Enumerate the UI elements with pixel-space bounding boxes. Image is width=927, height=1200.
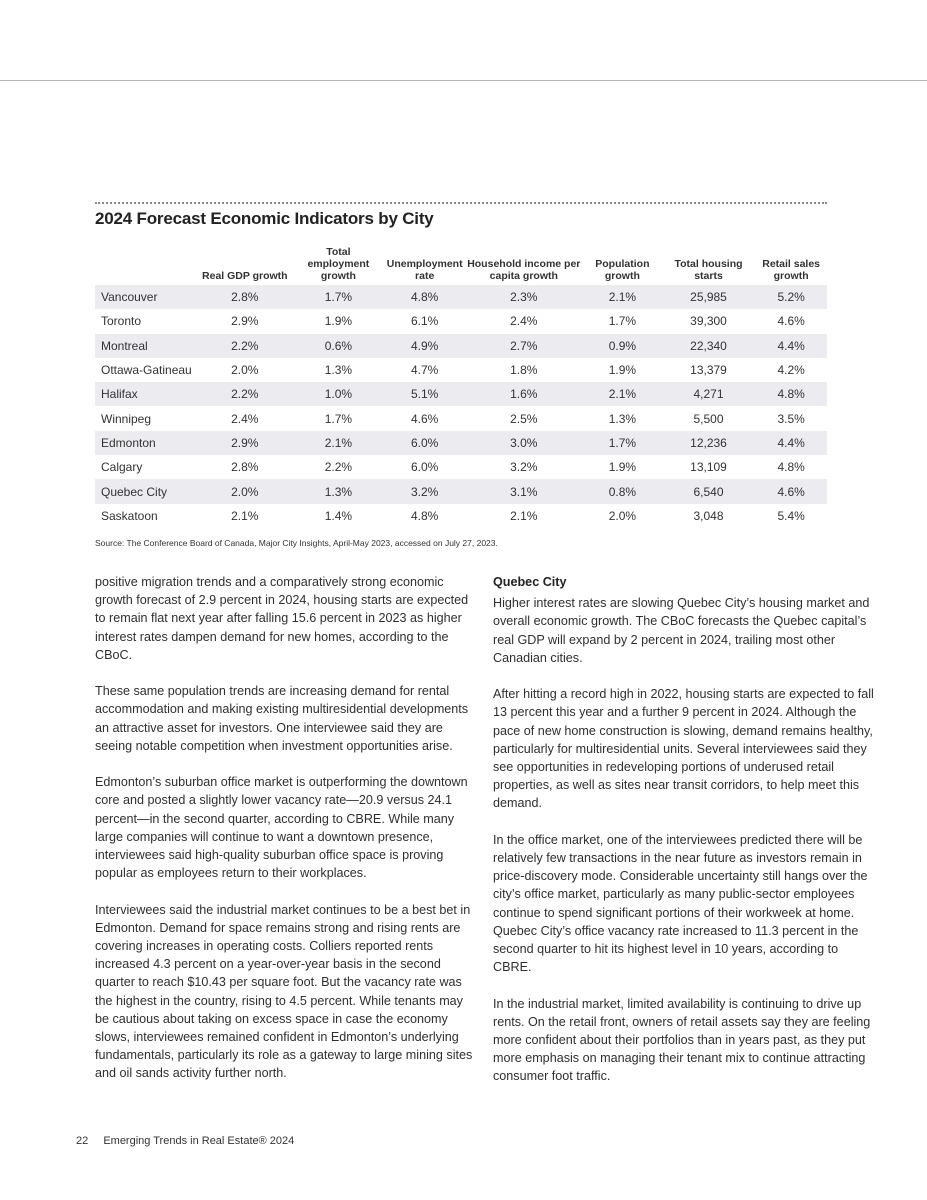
body-paragraph: These same population trends are increasing demand for rental accommodation and making existing multiresidential developments an attractive asset for investors. One interviewee said they are seeing notable competition when investment opportunities arise. [95, 684, 469, 753]
value-cell: 5.1% [385, 382, 465, 406]
header-cell: Retail sales growth [762, 258, 821, 282]
value-cell: 39,300 [690, 314, 727, 329]
city-cell: Vancouver [95, 285, 198, 309]
header-rule [0, 80, 927, 81]
value-cell: 2.8% [231, 460, 259, 475]
value-cell: 1.9% [608, 363, 637, 378]
value-cell: 25,985 [662, 285, 756, 309]
value-cell: 2.0% [231, 363, 259, 378]
value-cell: 1.8% [510, 363, 538, 378]
body-paragraph: Higher interest rates are slowing Quebec City’s housing market and overall economic growth. The CBoC forecasts the Quebec capital’s real GDP will expand by 2 percent in 2024, trailing most other Canadian cities. [493, 596, 870, 665]
value-cell: 5,500 [693, 411, 724, 426]
value-cell: 3,048 [693, 508, 724, 523]
value-cell: 2.1% [583, 382, 662, 406]
value-cell: 2.1% [292, 431, 385, 455]
header-cell: Unemployment rate [386, 258, 463, 282]
value-cell: 4.9% [385, 334, 465, 358]
body-paragraph: In the industrial market, limited availability is continuing to drive up rents. On the retail front, owners of retail assets say they are feeling more confident about their portfolios than in years past, as they put more emphasis on managing their tenant mix to continue attracting consumer foot traffic. [493, 996, 871, 1084]
table-row [95, 285, 827, 309]
header-cell [95, 244, 198, 285]
table-row [95, 431, 827, 455]
header-cell: Total employment growth [307, 246, 370, 282]
value-cell: 2.2% [198, 382, 292, 406]
value-cell: 4.8% [777, 460, 805, 475]
header-cell: Total housing starts [674, 258, 743, 282]
table-title: 2024 Forecast Economic Indicators by City [95, 209, 434, 228]
header-cell: Population growth [595, 258, 650, 282]
table-row [95, 479, 827, 503]
table-row [95, 309, 827, 333]
value-cell: 4.6% [777, 314, 805, 329]
value-cell: 13,379 [690, 363, 727, 378]
value-cell: 2.9% [231, 314, 259, 329]
value-cell: 1.7% [292, 285, 385, 309]
value-cell: 6.0% [385, 431, 465, 455]
value-cell: 2.2% [198, 334, 292, 358]
value-cell: 1.3% [608, 411, 637, 426]
page-number: 22 [76, 1135, 89, 1147]
city-cell: Ottawa-Gatineau [101, 363, 192, 378]
value-cell: 3.2% [510, 460, 538, 475]
right-text-column [493, 573, 878, 1104]
value-cell: 4,271 [662, 382, 756, 406]
value-cell: 4.4% [755, 431, 827, 455]
value-cell: 4.8% [385, 285, 465, 309]
value-cell: 4.8% [755, 382, 827, 406]
value-cell: 1.3% [292, 479, 385, 503]
value-cell: 22,340 [662, 334, 756, 358]
table-row [95, 406, 827, 430]
value-cell: 2.1% [231, 508, 259, 523]
table-body [95, 285, 827, 528]
page-footer [76, 1135, 294, 1147]
value-cell: 6.0% [410, 460, 439, 475]
table-dotted-rule [95, 202, 827, 204]
header-cell: Real GDP growth [202, 270, 288, 282]
body-paragraph: After hitting a record high in 2022, housing starts are expected to fall 13 percent this year and a further 9 percent in 2024. Although the pace of new home construction is slowing, demand remains healthy, particularly for multiresidential units. Several interviewees said they see opportunities in redeveloping portions of underused retail properties, as well as sites near transit corridors, to help meet this demand. [493, 687, 874, 811]
table-row [95, 504, 827, 528]
left-text-column [95, 573, 475, 1101]
value-cell: 3.0% [465, 431, 583, 455]
body-paragraph: Edmonton’s suburban office market is outperforming the downtown core and posted a slightly lower vacancy rate—20.9 versus 24.1 percent—in the second quarter, according to CBRE. While many large companies will continue to want a downtown presence, interviewees said high-quality suburban office space is proving popular as employees return to their workplaces. [95, 775, 468, 881]
value-cell: 2.2% [324, 460, 353, 475]
table-header-row [95, 244, 827, 285]
value-cell: 1.3% [324, 363, 353, 378]
table-source-note: Source: The Conference Board of Canada, Major City Insights, April-May 2023, accessed on July 27, 2023. [95, 538, 498, 548]
value-cell: 2.0% [198, 479, 292, 503]
city-cell: Winnipeg [101, 411, 152, 426]
value-cell: 2.3% [465, 285, 583, 309]
value-cell: 3.5% [777, 411, 805, 426]
value-cell: 1.9% [324, 314, 353, 329]
city-cell: Toronto [101, 314, 142, 329]
table-row [95, 358, 827, 382]
value-cell: 1.0% [292, 382, 385, 406]
value-cell: 4.8% [410, 508, 439, 523]
table-row [95, 334, 827, 358]
value-cell: 0.6% [292, 334, 385, 358]
value-cell: 2.9% [198, 431, 292, 455]
value-cell: 4.7% [410, 363, 439, 378]
economic-indicators-table [95, 244, 827, 528]
city-cell: Montreal [95, 334, 198, 358]
city-cell: Calgary [101, 460, 143, 475]
value-cell: 4.6% [410, 411, 439, 426]
table-row [95, 455, 827, 479]
section-heading: Quebec City [493, 575, 567, 589]
value-cell: 2.1% [583, 285, 662, 309]
body-paragraph: positive migration trends and a comparatively strong economic growth forecast of 2.9 percent in 2024, housing starts are expected to remain flat next year after falling 15.6 percent in 2023 as higher interest rates dampen demand for new homes, according to the CBoC. [95, 575, 469, 662]
value-cell: 1.7% [583, 431, 662, 455]
value-cell: 2.1% [510, 508, 538, 523]
value-cell: 1.7% [608, 314, 637, 329]
body-paragraph: In the office market, one of the interviewees predicted there will be relatively few transactions in the near future as investors remain in price-discovery mode. Considerable uncertainty still hangs over the city’s office market, particularly as many public-sector employees continue to spend significant portions of their workweek at home. Quebec City’s office vacancy rate increased to 11.3 percent in the second quarter to hit its highest level in 10 years, according to CBRE. [493, 832, 868, 975]
value-cell: 4.6% [755, 479, 827, 503]
value-cell: 6,540 [662, 479, 756, 503]
value-cell: 0.8% [583, 479, 662, 503]
value-cell: 6.1% [410, 314, 439, 329]
value-cell: 2.7% [465, 334, 583, 358]
table-row [95, 382, 827, 406]
city-cell: Saskatoon [101, 508, 158, 523]
value-cell: 2.8% [198, 285, 292, 309]
value-cell: 2.4% [231, 411, 259, 426]
value-cell: 0.9% [583, 334, 662, 358]
value-cell: 3.1% [465, 479, 583, 503]
value-cell: 1.7% [324, 411, 353, 426]
value-cell: 4.4% [755, 334, 827, 358]
city-cell: Halifax [95, 382, 198, 406]
value-cell: 3.2% [385, 479, 465, 503]
value-cell: 5.2% [755, 285, 827, 309]
value-cell: 2.5% [510, 411, 538, 426]
value-cell: 1.6% [465, 382, 583, 406]
body-paragraph: Interviewees said the industrial market continues to be a best bet in Edmonton. Demand for space remains strong and rising rents are covering increases in operating costs. Colliers reported rents increased 4.3 percent on a year-over-year basis in the second quarter to reach $10.43 per square foot. But the vacancy rate was the highest in the country, rising to 4.5 percent. While tenants may be cautious about taking on excess space in case the economy slows, interviewees remained confident in Edmonton’s underlying fundamentals, particularly its role as a gateway to large mining sites and oil sands activity further north. [95, 902, 473, 1081]
value-cell: 5.4% [777, 508, 805, 523]
publication-title: Emerging Trends in Real Estate® 2024 [103, 1135, 295, 1147]
value-cell: 2.4% [510, 314, 538, 329]
value-cell: 1.9% [608, 460, 637, 475]
header-cell: Household income per capita growth [467, 258, 581, 282]
city-cell: Edmonton [95, 431, 198, 455]
value-cell: 2.0% [608, 508, 637, 523]
value-cell: 4.2% [777, 363, 805, 378]
value-cell: 12,236 [662, 431, 756, 455]
value-cell: 13,109 [690, 460, 727, 475]
city-cell: Quebec City [95, 479, 198, 503]
value-cell: 1.4% [324, 508, 353, 523]
